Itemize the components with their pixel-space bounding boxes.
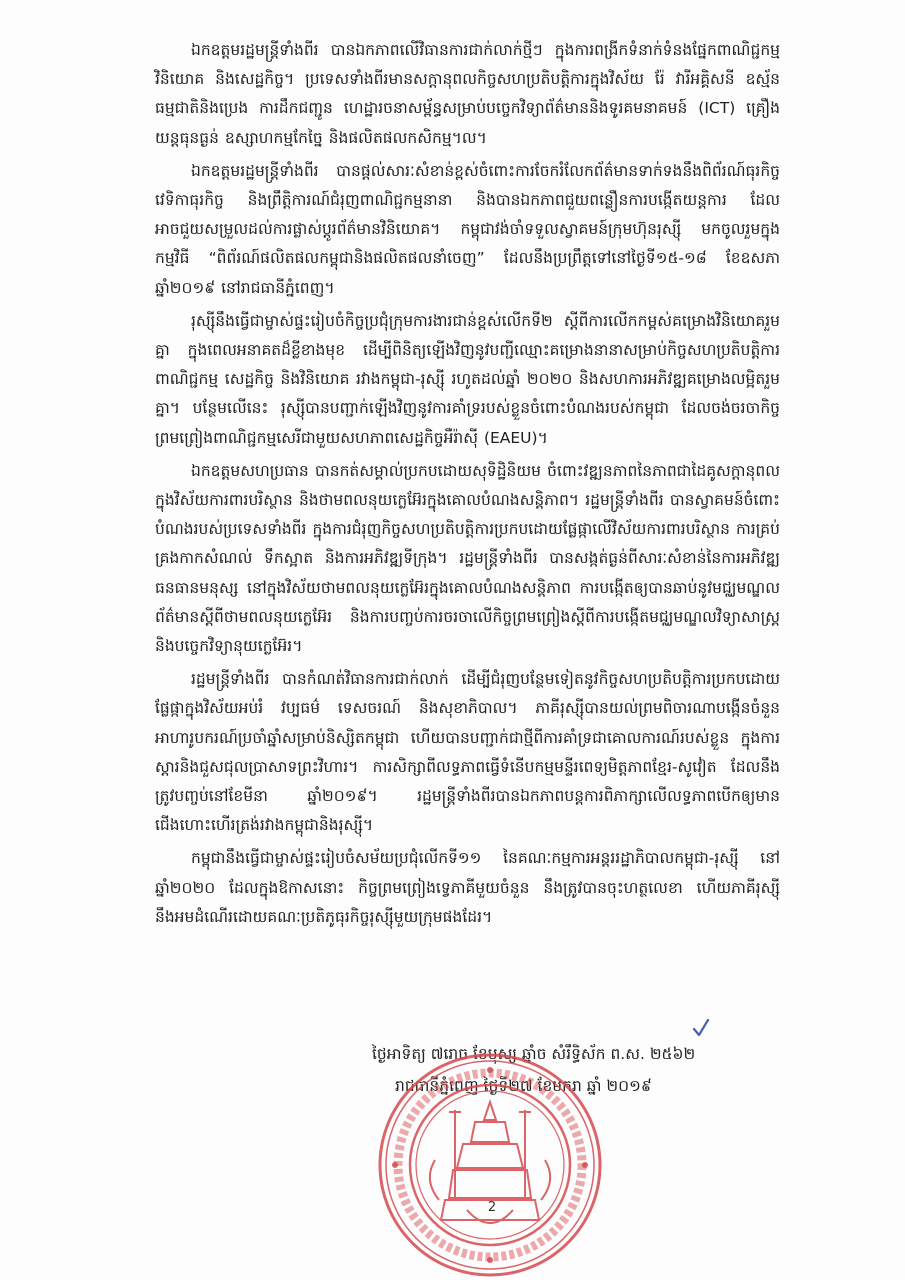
page-number: 2 xyxy=(487,1200,497,1215)
paragraph-1: ឯកឧត្តមរដ្ឋមន្ត្រីទាំងពីរ បានឯកភាពលើវិធានការជាក់លាក់ថ្មីៗ ក្នុងការពង្រីកទំនាក់ទំនងផ្នែកពាណិជ្ជកម្ម វិនិយោគ និងសេដ្ឋកិច្ច។ ប្រទេសទាំងពីរមានសក្តានុពលកិច្ចសហប្រតិបត្តិការក្នុងវិស័យ រ៉ែ វារីអគ្គិសនី ឧស្ម័នធម្មជាតិនិងប្រេង ការដឹកជញ្ជូន ហេដ្ឋារចនាសម្ព័ន្ធសម្រាប់បច្ចេកវិទ្យាព័ត៌មាននិងទូរគមនាគមន៍ (ICT) គ្រឿងយន្តធុនធ្ងន់ ឧស្សាហកម្មកែច្នៃ និងផលិតផលកសិកម្ម។ល។ xyxy=(155,41,780,147)
paragraph-2: ឯកឧត្តមរដ្ឋមន្ត្រីទាំងពីរ បានផ្តល់សារៈសំខាន់ខ្ពស់ចំពោះការចែករំលែកព័ត៌មានទាក់ទងនឹងពិព័រណ៍ធុរកិច្ច វេទិកាធុរកិច្ច និងព្រឹត្តិការណ៍ជំរុញពាណិជ្ជកម្មនានា និងបានឯកភាពជួយពន្លឿនការបង្កើតយន្តការ ដែលអាចជួយសម្រួលដល់ការផ្លាស់ប្តូរព័ត៌មានវិនិយោគ។ កម្ពុជាវង់ចាំទទួលស្វាគមន៍ក្រុមហ៊ុនរុស្ស៊ី មកចូលរួមក្នុងកម្មវិធី “ពិព័រណ៍ផលិតផលកម្ពុជានិងផលិតផលនាំចេញ” ដែលនឹងប្រព្រឹត្តទៅនៅថ្ងៃទី១៥-១៨ ខែឧសភា ឆ្នាំ២០១៩ នៅរាជធានីភ្នំពេញ។ xyxy=(155,161,780,297)
official-seal-icon xyxy=(375,1050,605,1280)
paragraph-3: រុស្ស៊ីនឹងធ្វើជាម្ចាស់ផ្ទះរៀបចំកិច្ចប្រជុំក្រុមការងារជាន់ខ្ពស់លើកទី២ ស្តីពីការលើកកម្ពស់គម្រោងវិនិយោគរួមគ្នា ក្នុងពេលអនាគតដ៏ខ្លីខាងមុខ ដើម្បីពិនិត្យឡើងវិញនូវបញ្ជីឈ្មោះគម្រោងនានាសម្រាប់កិច្ចសហប្រតិបត្តិការពាណិជ្ជកម្ម សេដ្ឋកិច្ច និងវិនិយោគ រវាងកម្ពុជា-រុស្ស៊ី រហូតដល់ឆ្នាំ ២០២០ និងសហការអភិវឌ្ឍគម្រោងលម្អិតរួមគ្នា។ បន្ថែមលើនេះ រុស្ស៊ីបានបញ្ជាក់ឡើងវិញនូវការគាំទ្ររបស់ខ្លួនចំពោះបំណងរបស់កម្ពុជា ដែលចង់ចរចាកិច្ចព្រមព្រៀងពាណិជ្ជកម្មសេរីជាមួយសហភាពសេដ្ឋកិច្ចអឺរ៉ាស៊ី (EAEU)។ xyxy=(155,311,780,447)
paragraph-6: កម្ពុជានឹងធ្វើជាម្ចាស់ផ្ទះរៀបចំសម័យប្រជុំលើកទី១១ នៃគណៈកម្មការអន្តររដ្ឋាភិបាលកម្ពុជា-រុស្ស៊ី នៅឆ្នាំ២០២០ ដែលក្នុងឱកាសនោះ កិច្ចព្រមព្រៀងទ្វេភាគីមួយចំនួន នឹងត្រូវបានចុះហត្ថលេខា ហើយភាគីរុស្ស៊ីនឹងអមដំណើរដោយគណៈប្រតិភូធុរកិច្ចរុស្ស៊ីមួយក្រុមផងដែរ។ xyxy=(155,849,780,926)
paragraph-5: រដ្ឋមន្ត្រីទាំងពីរ បានកំណត់វិធានការជាក់លាក់ ដើម្បីជំរុញបន្ថែមទៀតនូវកិច្ចសហប្រតិបត្តិការប្រកបដោយផ្លែផ្កាក្នុងវិស័យអប់រំ វប្បធម៌ ទេសចរណ៍ និងសុខាភិបាល។ ភាគីរុស្ស៊ីបានយល់ព្រមពិចារណាបង្កើនចំនួនអាហារូបករណ៍ប្រចាំឆ្នាំសម្រាប់និស្សិតកម្ពុជា ហើយបានបញ្ជាក់ជាថ្មីពីការគាំទ្រជាគោលការណ៍របស់ខ្លួន ក្នុងការស្តារនិងជួសជុលប្រាសាទព្រះវិហារ។ ការសិក្សាពីលទ្ធភាពធ្វើទំនើបកម្មមន្ទីរពេទ្យមិត្តភាពខ្មែរ-សូវៀត ដែលនឹងត្រូវបញ្ចប់នៅខែមីនា ឆ្នាំ២០១៩។ រដ្ឋមន្ត្រីទាំងពីរបានឯកភាពបន្តការពិភាក្សាលើលទ្ធភាពបើកឲ្យមានជើងហោះហើរត្រង់រវាងកម្ពុជានិងរុស្ស៊ី។ xyxy=(155,670,780,835)
checkmark-icon xyxy=(692,1018,710,1038)
document-body xyxy=(155,36,780,936)
date-lunar: ថ្ងៃអាទិត្យ ៧រោច ខែបុស្ស ឆ្នាំច សំរឹទ្ធិស័ក ព.ស. ២៥៦២ xyxy=(372,1045,696,1063)
date-solar: រាជធានីភ្នំពេញ ថ្ងៃទី២៧ ខែមករា ឆ្នាំ ២០១៩ xyxy=(395,1077,652,1095)
paragraph-4: ឯកឧត្តមសហប្រធាន បានកត់សម្គាល់ប្រកបដោយសុទិដ្ឋិនិយម ចំពោះវឌ្ឍនភាពនៃភាពជាដៃគូសក្តានុពលក្នុងវិស័យការពារបរិស្ថាន និងថាមពលនុយក្លេអ៊ែរក្នុងគោលបំណងសន្តិភាព។ រដ្ឋមន្ត្រីទាំងពីរ បានស្វាគមន៍ចំពោះបំណងរបស់ប្រទេសទាំងពីរ ក្នុងការជំរុញកិច្ចសហប្រតិបត្តិការប្រកបដោយផ្លែផ្កាលើវិស័យការពារបរិស្ថាន ការគ្រប់គ្រងកាកសំណល់ ទឹកស្អាត និងការអភិវឌ្ឍទីក្រុង។ រដ្ឋមន្ត្រីទាំងពីរ បានសង្កត់ធ្ងន់ពីសារៈសំខាន់នៃការអភិវឌ្ឍធនធានមនុស្ស នៅក្នុងវិស័យថាមពលនុយក្លេអ៊ែរក្នុងគោលបំណងសន្តិភាព ការបង្កើតឲ្យបានឆាប់នូវមជ្ឈមណ្ឌលព័ត៌មានស្តីពីថាមពលនុយក្លេអ៊ែរ និងការបញ្ចប់ការចរចាលើកិច្ចព្រមព្រៀងស្តីពីការបង្កើតមជ្ឈមណ្ឌលវិទ្យាសាស្ត្រនិងបច្ចេកវិទ្យានុយក្លេអ៊ែរ។ xyxy=(155,461,780,656)
